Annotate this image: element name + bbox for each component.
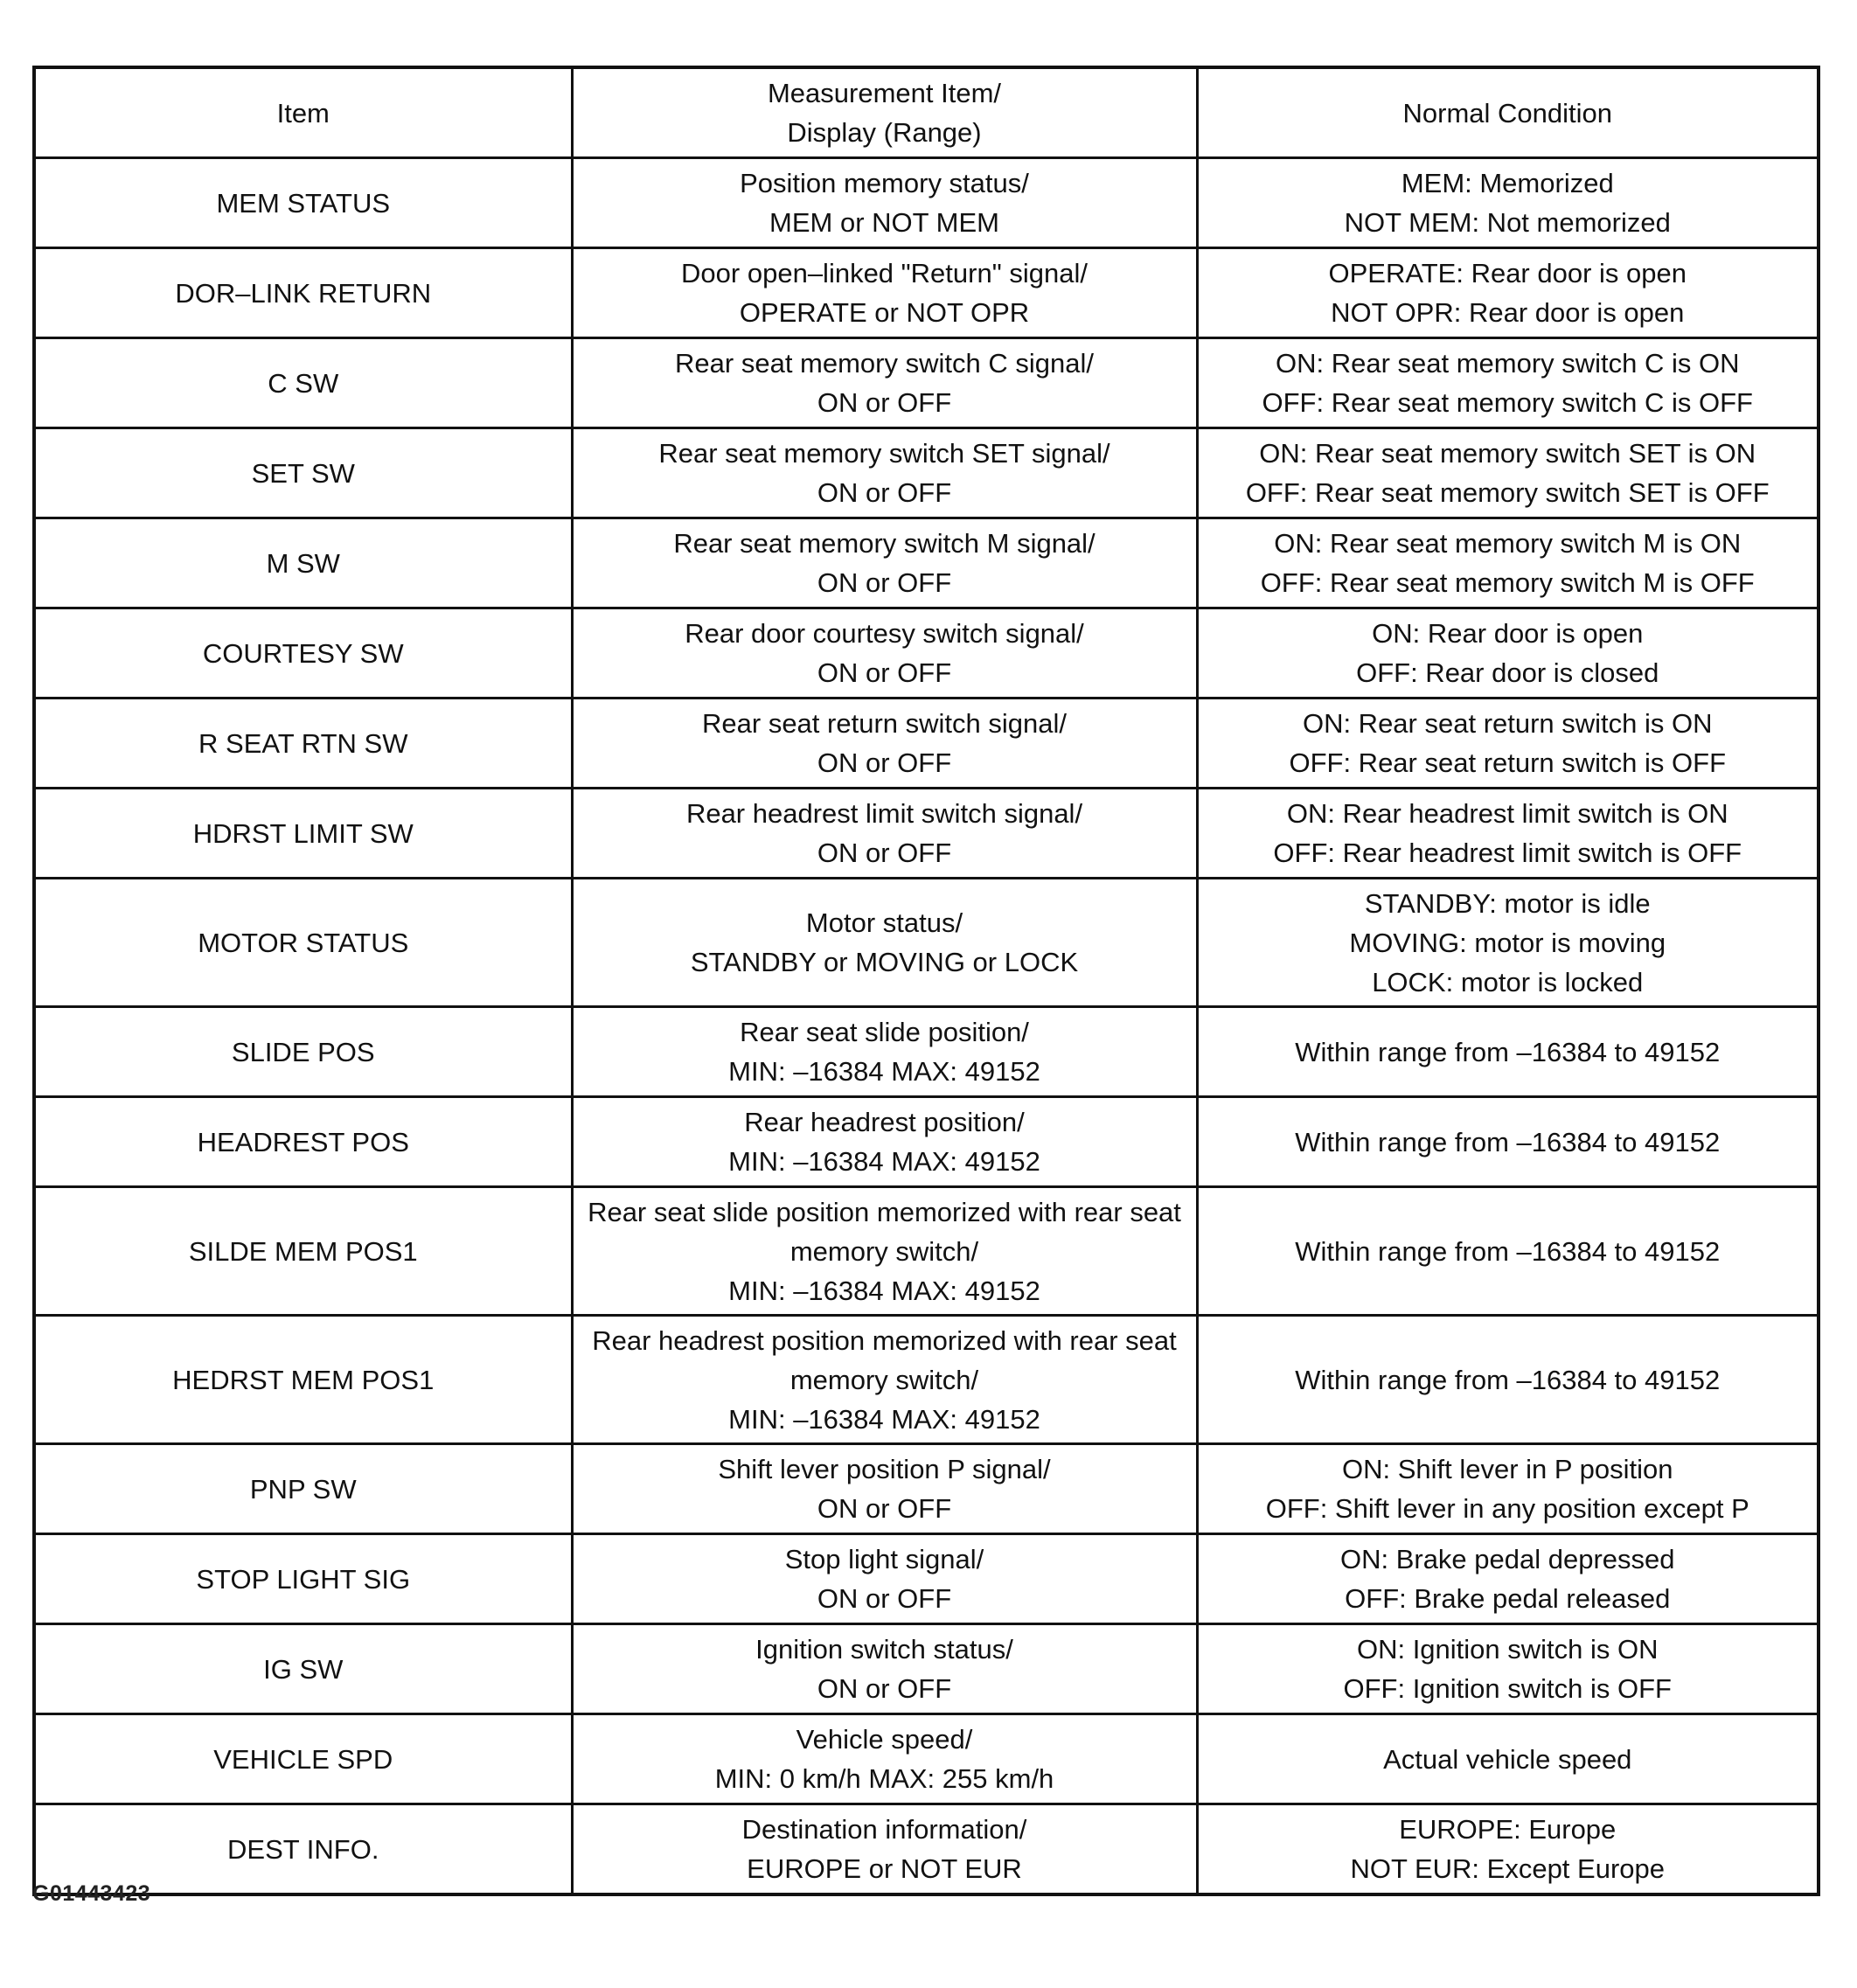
cell-measurement [572, 518, 1197, 608]
condition-line: LOCK: motor is locked [1372, 966, 1644, 997]
condition-line: Within range from –16384 to 49152 [1295, 1126, 1721, 1157]
condition-line: ON: Rear seat memory switch C is ON [1275, 348, 1740, 379]
item-name: C SW [268, 367, 339, 399]
measurement-line: OPERATE or NOT OPR [739, 297, 1030, 328]
condition-line: ON: Ignition switch is ON [1356, 1634, 1659, 1665]
cell-measurement [572, 1097, 1197, 1187]
measurement-line: Rear seat memory switch SET signal/ [658, 438, 1110, 469]
table-row [34, 1624, 1819, 1714]
measurement-line: MEM or NOT MEM [769, 207, 999, 238]
cell-item [34, 1714, 572, 1804]
cell-measurement [572, 1534, 1197, 1624]
item-name: SET SW [251, 457, 355, 489]
table-row [34, 1714, 1819, 1804]
table-row [34, 1804, 1819, 1895]
measurement-line: Vehicle speed/ [796, 1724, 973, 1755]
cell-item [34, 428, 572, 518]
table-row [34, 879, 1819, 1007]
cell-normal-condition [1197, 789, 1819, 879]
condition-line: ON: Rear seat memory switch M is ON [1274, 528, 1742, 559]
measurement-line: Rear door courtesy switch signal/ [685, 618, 1084, 649]
measurement-line: Rear seat slide position/ [740, 1017, 1029, 1047]
condition-line: OFF: Shift lever in any position except P [1265, 1493, 1749, 1524]
measurement-line: Stop light signal/ [784, 1544, 984, 1574]
cell-item [34, 338, 572, 428]
cell-measurement [572, 1007, 1197, 1097]
cell-normal-condition [1197, 879, 1819, 1007]
cell-measurement [572, 428, 1197, 518]
measurement-table [32, 66, 1820, 1896]
header-measurement-line: Display (Range) [787, 117, 982, 148]
measurement-line: ON or OFF [817, 1673, 952, 1704]
condition-line: ON: Rear door is open [1372, 618, 1644, 649]
cell-measurement [572, 879, 1197, 1007]
cell-item [34, 1097, 572, 1187]
measurement-line: Shift lever position P signal/ [718, 1454, 1051, 1484]
measurement-line: STANDBY or MOVING or LOCK [690, 947, 1079, 977]
cell-item [34, 248, 572, 338]
table-row [34, 699, 1819, 789]
cell-normal-condition [1197, 699, 1819, 789]
measurement-line: Motor status/ [805, 907, 963, 938]
measurement-line: memory switch/ [789, 1364, 979, 1395]
cell-normal-condition [1197, 1097, 1819, 1187]
cell-measurement [572, 338, 1197, 428]
item-name: DEST INFO. [227, 1833, 379, 1865]
measurement-line: Rear seat memory switch C signal/ [675, 348, 1094, 379]
cell-item [34, 608, 572, 699]
cell-item [34, 1316, 572, 1444]
measurement-line: ON or OFF [817, 477, 952, 508]
header-measurement-line: Measurement Item/ [767, 78, 1002, 108]
measurement-line: EUROPE or NOT EUR [747, 1853, 1022, 1884]
condition-line: OFF: Rear door is closed [1356, 657, 1659, 688]
cell-measurement [572, 1444, 1197, 1534]
measurement-line: Rear headrest limit switch signal/ [685, 798, 1083, 829]
cell-measurement [572, 608, 1197, 699]
cell-normal-condition [1197, 1316, 1819, 1444]
measurement-line: memory switch/ [789, 1235, 979, 1267]
table-row [34, 1316, 1819, 1444]
cell-normal-condition [1197, 1714, 1819, 1804]
table-row [34, 338, 1819, 428]
table-row [34, 1097, 1819, 1187]
cell-normal-condition [1197, 1187, 1819, 1316]
condition-line: ON: Rear headrest limit switch is ON [1286, 798, 1728, 829]
condition-line: OFF: Rear headrest limit switch is OFF [1273, 838, 1742, 868]
cell-item [34, 879, 572, 1007]
condition-line: NOT EUR: Except Europe [1350, 1853, 1665, 1884]
condition-line: MOVING: motor is moving [1349, 927, 1666, 958]
header-measurement [572, 67, 1197, 158]
table-body [34, 158, 1819, 1895]
cell-item [34, 158, 572, 248]
condition-line: OFF: Ignition switch is OFF [1343, 1673, 1672, 1704]
condition-line: ON: Rear seat return switch is ON [1302, 708, 1713, 739]
cell-item [34, 1624, 572, 1714]
header-normal-condition-label: Normal Condition [1402, 97, 1612, 129]
item-name: COURTESY SW [202, 637, 404, 669]
cell-normal-condition [1197, 338, 1819, 428]
measurement-line: MIN: –16384 MAX: 49152 [728, 1275, 1040, 1306]
cell-measurement [572, 789, 1197, 879]
condition-line: NOT MEM: Not memorized [1344, 207, 1671, 238]
measurement-line: MIN: –16384 MAX: 49152 [728, 1146, 1040, 1177]
condition-line: STANDBY: motor is idle [1364, 887, 1651, 919]
cell-normal-condition [1197, 1007, 1819, 1097]
table-row [34, 789, 1819, 879]
cell-item [34, 699, 572, 789]
condition-line: OPERATE: Rear door is open [1328, 258, 1687, 288]
condition-line: Within range from –16384 to 49152 [1295, 1364, 1721, 1395]
table-row [34, 158, 1819, 248]
table-row [34, 1534, 1819, 1624]
measurement-line: Rear seat slide position memorized with rear seat [588, 1196, 1181, 1227]
item-name: HEADREST POS [197, 1126, 409, 1157]
measurement-line: ON or OFF [817, 567, 952, 598]
item-name: R SEAT RTN SW [198, 727, 408, 759]
measurement-line: MIN: –16384 MAX: 49152 [728, 1403, 1040, 1435]
cell-item [34, 1534, 572, 1624]
condition-line: OFF: Rear seat return switch is OFF [1289, 747, 1727, 778]
measurement-line: Rear seat return switch signal/ [702, 708, 1067, 739]
cell-normal-condition [1197, 248, 1819, 338]
table-row [34, 428, 1819, 518]
figure-id: G01443423 [32, 1881, 151, 1906]
condition-line: NOT OPR: Rear door is open [1331, 297, 1685, 328]
table-row [34, 518, 1819, 608]
item-name: SILDE MEM POS1 [188, 1235, 418, 1267]
measurement-line: MIN: –16384 MAX: 49152 [728, 1056, 1040, 1087]
cell-measurement [572, 1187, 1197, 1316]
condition-line: ON: Rear seat memory switch SET is ON [1259, 438, 1756, 469]
item-name: HEDRST MEM POS1 [172, 1364, 435, 1395]
cell-measurement [572, 158, 1197, 248]
condition-line: Within range from –16384 to 49152 [1295, 1036, 1721, 1067]
cell-measurement [572, 1624, 1197, 1714]
table-row [34, 1007, 1819, 1097]
cell-normal-condition [1197, 1624, 1819, 1714]
measurement-line: ON or OFF [817, 657, 952, 688]
header-item-label: Item [276, 97, 330, 129]
measurement-line: Rear headrest position/ [744, 1107, 1025, 1137]
condition-line: EUROPE: Europe [1399, 1814, 1617, 1845]
header-item [34, 67, 572, 158]
condition-line: OFF: Rear seat memory switch SET is OFF [1245, 477, 1770, 508]
cell-normal-condition [1197, 1804, 1819, 1895]
item-name: DOR–LINK RETURN [175, 277, 432, 309]
measurement-line: Rear seat memory switch M signal/ [673, 528, 1095, 559]
condition-line: Within range from –16384 to 49152 [1295, 1235, 1721, 1267]
table-row [34, 248, 1819, 338]
data-table-wrapper [32, 66, 1817, 1896]
cell-item [34, 518, 572, 608]
item-name: HDRST LIMIT SW [192, 817, 414, 849]
cell-measurement [572, 1804, 1197, 1895]
condition-line: OFF: Brake pedal released [1345, 1583, 1671, 1614]
item-name: M SW [266, 547, 340, 579]
item-name: STOP LIGHT SIG [196, 1563, 411, 1595]
condition-line: OFF: Rear seat memory switch C is OFF [1262, 387, 1753, 418]
table-header-row [34, 67, 1819, 158]
table-row [34, 1444, 1819, 1534]
condition-line: Actual vehicle speed [1383, 1743, 1632, 1775]
measurement-line: MIN: 0 km/h MAX: 255 km/h [714, 1763, 1054, 1794]
measurement-line: ON or OFF [817, 1583, 952, 1614]
cell-item [34, 1444, 572, 1534]
cell-normal-condition [1197, 1534, 1819, 1624]
table-row [34, 608, 1819, 699]
measurement-line: Rear headrest position memorized with rear seat [592, 1324, 1177, 1356]
measurement-line: Position memory status/ [740, 168, 1029, 198]
condition-line: ON: Brake pedal depressed [1339, 1544, 1675, 1574]
cell-normal-condition [1197, 518, 1819, 608]
item-name: IG SW [263, 1653, 344, 1685]
table-row [34, 1187, 1819, 1316]
cell-measurement [572, 1316, 1197, 1444]
item-name: PNP SW [249, 1473, 357, 1505]
condition-line: ON: Shift lever in P position [1342, 1454, 1673, 1484]
item-name: SLIDE POS [231, 1036, 375, 1067]
measurement-line: Destination information/ [741, 1814, 1027, 1845]
item-name: MOTOR STATUS [198, 927, 409, 958]
cell-measurement [572, 699, 1197, 789]
measurement-line: ON or OFF [817, 747, 952, 778]
measurement-line: ON or OFF [817, 1493, 952, 1524]
measurement-line: ON or OFF [817, 387, 952, 418]
cell-item [34, 789, 572, 879]
measurement-line: Ignition switch status/ [755, 1634, 1013, 1665]
cell-normal-condition [1197, 158, 1819, 248]
condition-line: MEM: Memorized [1401, 168, 1614, 198]
measurement-line: Door open–linked "Return" signal/ [681, 258, 1088, 288]
condition-line: OFF: Rear seat memory switch M is OFF [1260, 567, 1755, 598]
measurement-line: ON or OFF [817, 838, 952, 868]
cell-item [34, 1187, 572, 1316]
cell-measurement [572, 248, 1197, 338]
header-normal-condition [1197, 67, 1819, 158]
item-name: MEM STATUS [216, 187, 391, 219]
cell-measurement [572, 1714, 1197, 1804]
cell-normal-condition [1197, 1444, 1819, 1534]
cell-item [34, 1007, 572, 1097]
item-name: VEHICLE SPD [213, 1743, 393, 1775]
cell-normal-condition [1197, 608, 1819, 699]
cell-normal-condition [1197, 428, 1819, 518]
